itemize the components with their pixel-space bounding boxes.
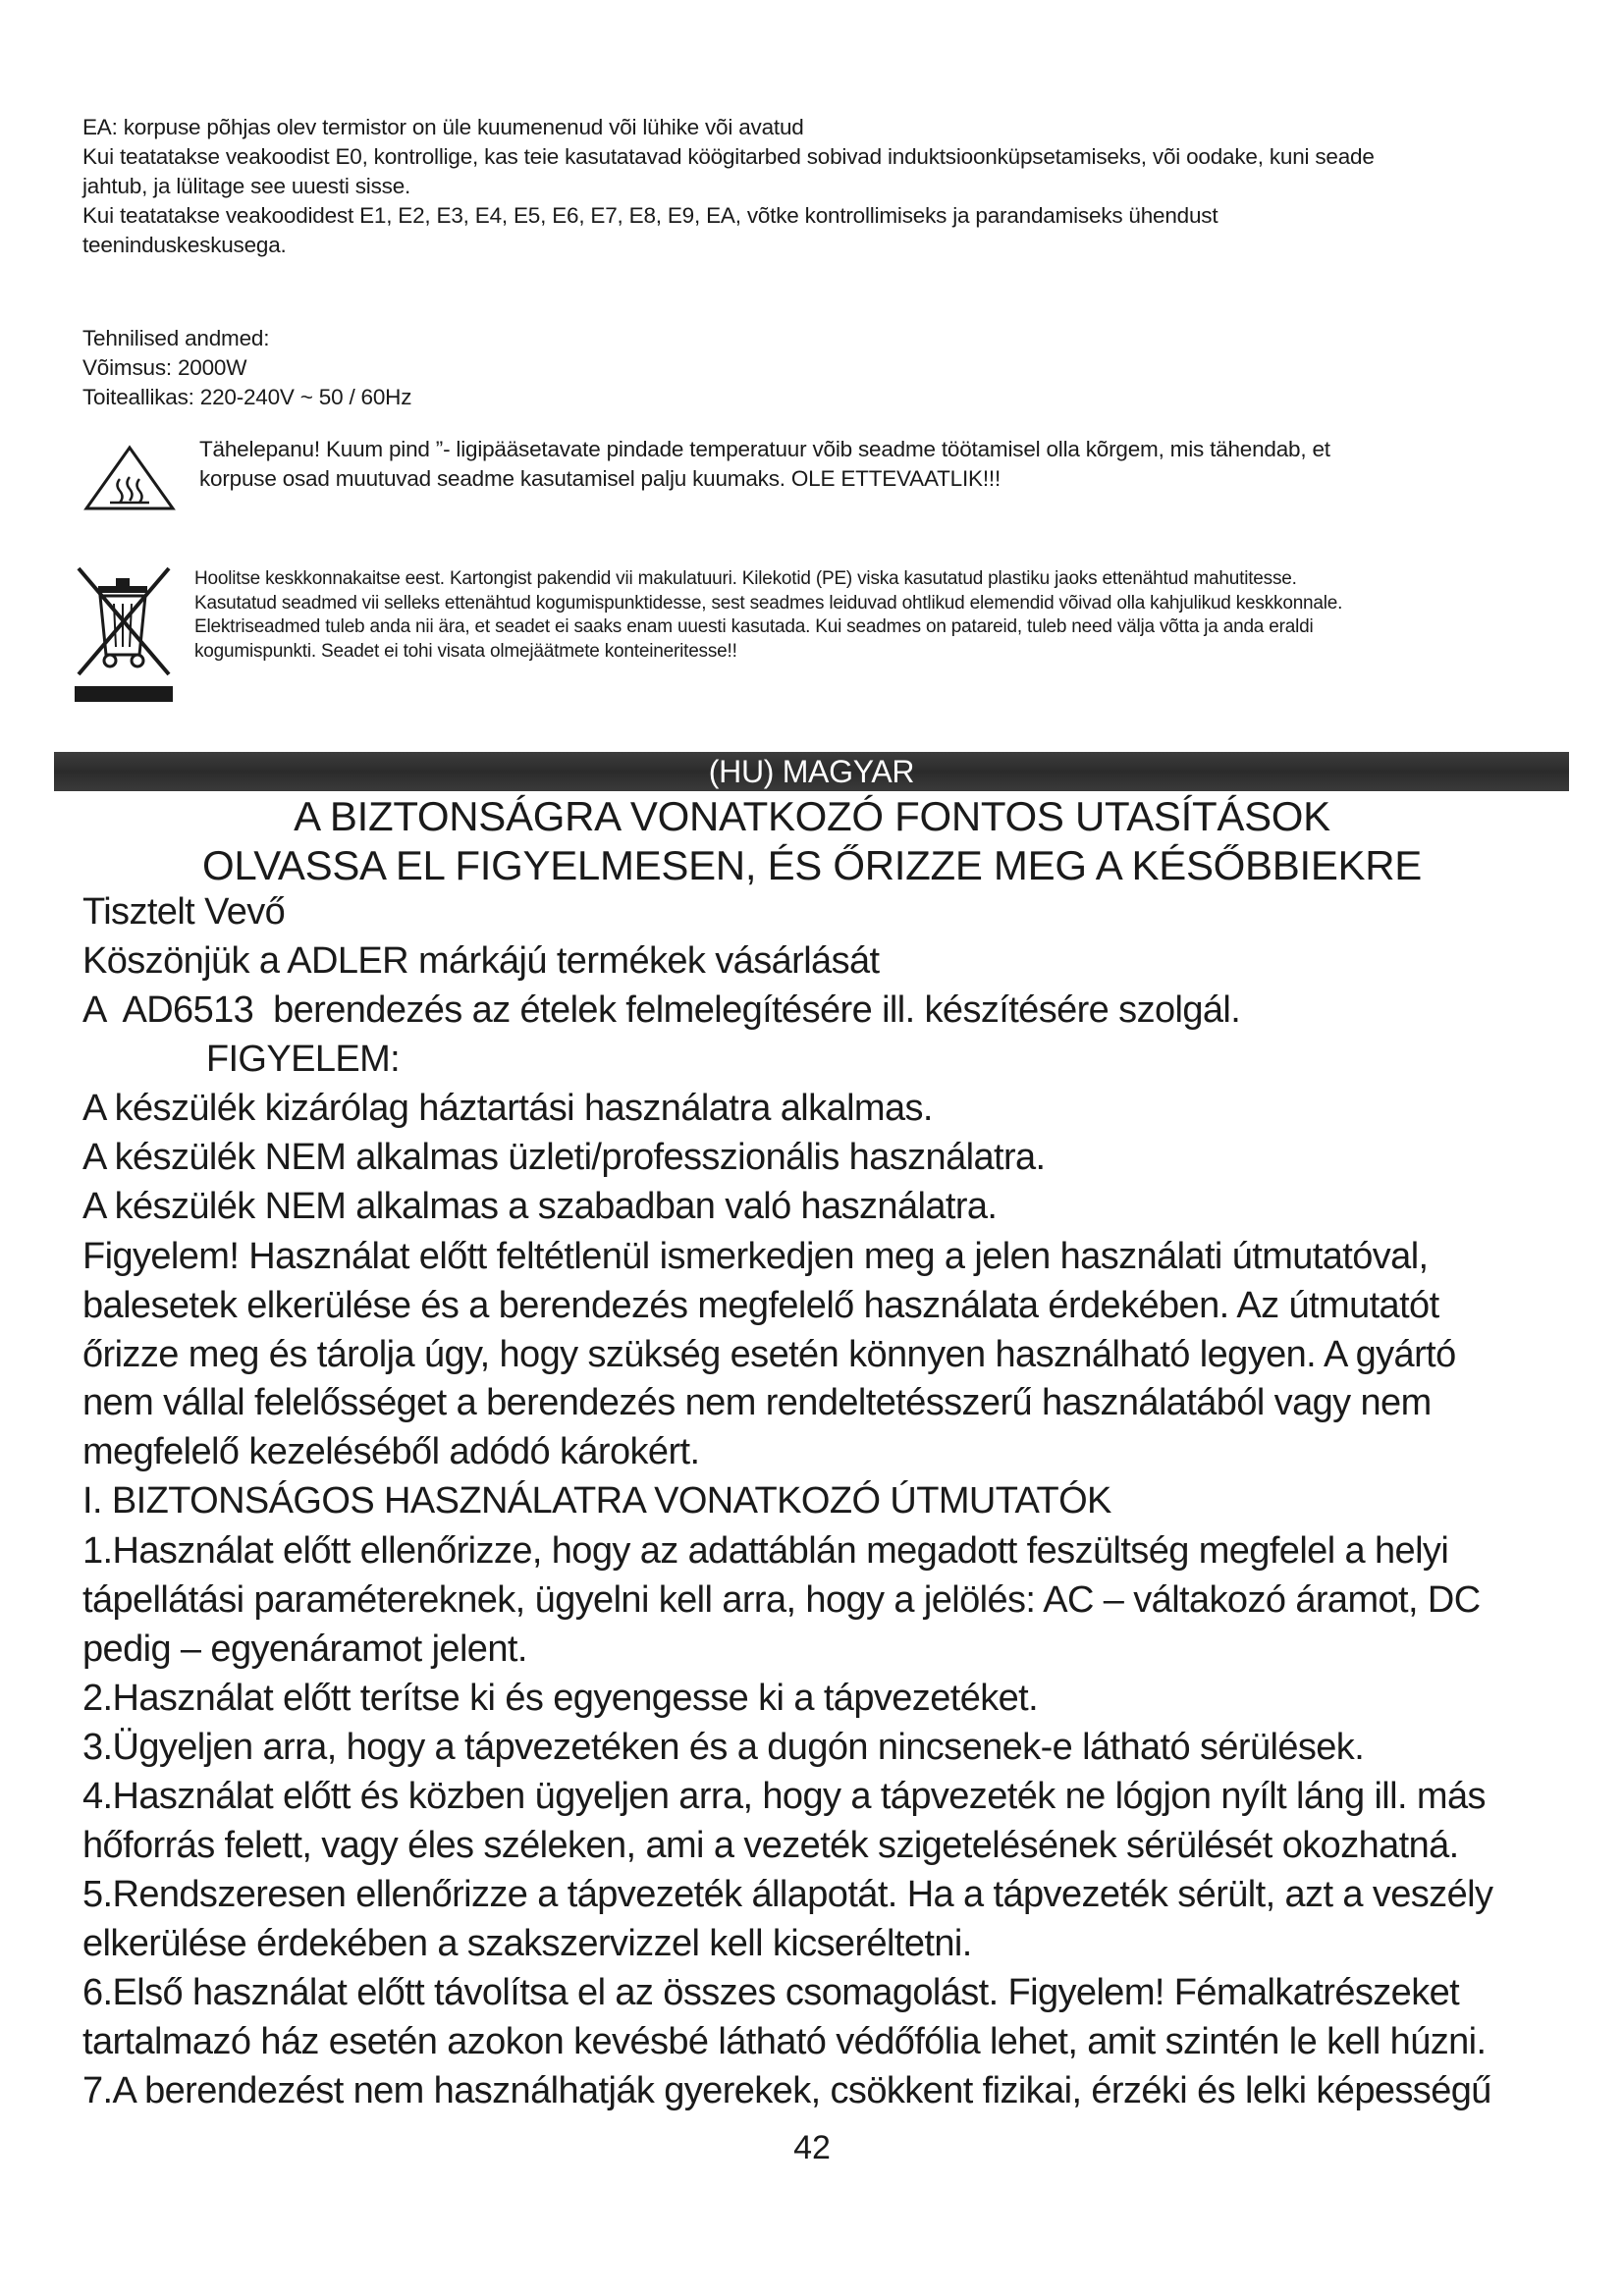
technical-data-heading: Tehnilised andmed: (82, 326, 270, 350)
body-line: balesetek elkerülése és a berendezés megfelelő használata érdekében. Az útmutatót (82, 1285, 1439, 1326)
error-line: EA: korpuse põhjas olev termistor on üle kuumenenud või lühike või avatud (82, 115, 804, 139)
warning-line: Tähelepanu! Kuum pind ”- ligipääsetavate pindade temperatuur võib seadme töötamisel olla kõrgem, mis tähendab, et (199, 437, 1330, 461)
power-supply-spec: Toiteallikas: 220-240V ~ 50 / 60Hz (82, 385, 412, 409)
warning-line: korpuse osad muutuvad seadme kasutamisel palju kuumaks. OLE ETTEVAATLIK!!! (199, 466, 1001, 491)
language-banner-label: (HU) MAGYAR (708, 754, 915, 789)
body-line: tartalmazó ház esetén azokon kevésbé látható védőfólia lehet, amit szintén le kell húzni. (82, 2021, 1487, 2062)
body-line: hőforrás felett, vagy éles széleken, ami a vezeték szigetelésének sérülését okozhatná. (82, 1825, 1459, 1866)
body-line: tápellátási paramétereknek, ügyelni kell arra, hogy a jelölés: AC – váltakozó áramot, DC (82, 1579, 1481, 1621)
technical-data-block (82, 324, 411, 412)
language-banner (54, 752, 1569, 791)
body-line: A készülék NEM alkalmas üzleti/professzionális használatra. (82, 1137, 1046, 1178)
hot-surface-warning-text (199, 435, 1330, 494)
body-line: megfelelő kezeléséből adódó károkért. (82, 1431, 700, 1472)
power-spec: Võimsus: 2000W (82, 355, 247, 380)
body-line: pedig – egyenáramot jelent. (82, 1629, 527, 1670)
error-line: Kui teatatakse veakoodist E0, kontrollige, kas teie kasutatavad köögitarbed sobivad induktsioonküpsetamiseks, või oodake, kuni seade (82, 144, 1375, 169)
environment-line: Elektriseadmed tuleb anda nii ära, et seadet ei saaks enam uuesti kasutada. Kui seadmes on patareid, tuleb need välja võtta ja anda eraldi (194, 616, 1314, 637)
body-line: nem vállal felelősséget a berendezés nem rendeltetésszerű használatából vagy nem (82, 1382, 1432, 1423)
error-line: Kui teatatakse veakoodidest E1, E2, E3, E4, E5, E6, E7, E8, E9, EA, võtke kontrollimiseks ja parandamiseks ühendust (82, 203, 1218, 228)
body-line: Figyelem! Használat előtt feltétlenül ismerkedjen meg a jelen használati útmutatóval, (82, 1236, 1429, 1277)
body-line: 2.Használat előtt terítse ki és egyengesse ki a tápvezetéket. (82, 1678, 1039, 1719)
body-line: A készülék NEM alkalmas a szabadban való használatra. (82, 1186, 998, 1227)
safety-subtitle: OLVASSA EL FIGYELMESEN, ÉS ŐRIZZE MEG A KÉSŐBBIEKRE (202, 842, 1422, 888)
environment-line: Hoolitse keskkonnakaitse eest. Kartongist pakendid vii makulatuuri. Kilekotid (PE) viska kasutatud plastiku jaoks ettenähtud mahutitesse. (194, 568, 1297, 589)
notice-heading: FIGYELEM: (167, 1039, 401, 1080)
error-code-block (82, 113, 1375, 260)
body-line: 1.Használat előtt ellenőrizze, hogy az adattáblán megadott feszültség megfelel a helyi (82, 1530, 1449, 1572)
body-line: 7.A berendezést nem használhatják gyerekek, csökkent fizikai, érzéki és lelki képességű (82, 2070, 1491, 2111)
body-line: A készülék kizárólag háztartási használatra alkalmas. (82, 1088, 933, 1129)
crossed-out-wheelie-bin-icon (71, 564, 177, 704)
page-number: 42 (793, 2129, 831, 2166)
safety-title: A BIZTONSÁGRA VONATKOZÓ FONTOS UTASÍTÁSOK (294, 793, 1330, 839)
body-line: Tisztelt Vevő (82, 891, 286, 933)
body-line: 4.Használat előtt és közben ügyeljen arra, hogy a tápvezeték ne lógjon nyílt láng ill. más (82, 1776, 1486, 1817)
hot-surface-warning-icon (82, 444, 177, 512)
section-heading: I. BIZTONSÁGOS HASZNÁLATRA VONATKOZÓ ÚTMUTATÓK (82, 1480, 1111, 1522)
body-line: A AD6513 berendezés az ételek felmelegítésére ill. készítésére szolgál. (82, 989, 1241, 1031)
environment-text (194, 567, 1342, 664)
body-line: őrizze meg és tárolja úgy, hogy szükség esetén könnyen használható legyen. A gyártó (82, 1334, 1456, 1375)
environment-line: Kasutatud seadmed vii selleks ettenähtud kogumispunktidesse, sest seadmes leiduvad ohtlikud elemendid võivad olla kahjulikud keskkonnale. (194, 592, 1343, 614)
environment-line: kogumispunkti. Seadet ei tohi visata olmejäätmete konteineritesse!! (194, 640, 737, 662)
body-line: 5.Rendszeresen ellenőrizze a tápvezeték állapotát. Ha a tápvezeték sérült, azt a veszély (82, 1874, 1493, 1915)
body-line: elkerülése érdekében a szakszervizzel kell kicseréltetni. (82, 1923, 972, 1964)
error-line: jahtub, ja lülitage see uuesti sisse. (82, 174, 411, 198)
error-line: teeninduskeskusega. (82, 233, 287, 257)
body-line: 3.Ügyeljen arra, hogy a tápvezetéken és a dugón nincsenek-e látható sérülések. (82, 1727, 1365, 1768)
body-line: 6.Első használat előtt távolítsa el az összes csomagolást. Figyelem! Fémalkatrészeket (82, 1972, 1460, 2013)
body-line: Köszönjük a ADLER márkájú termékek vásárlását (82, 940, 880, 982)
